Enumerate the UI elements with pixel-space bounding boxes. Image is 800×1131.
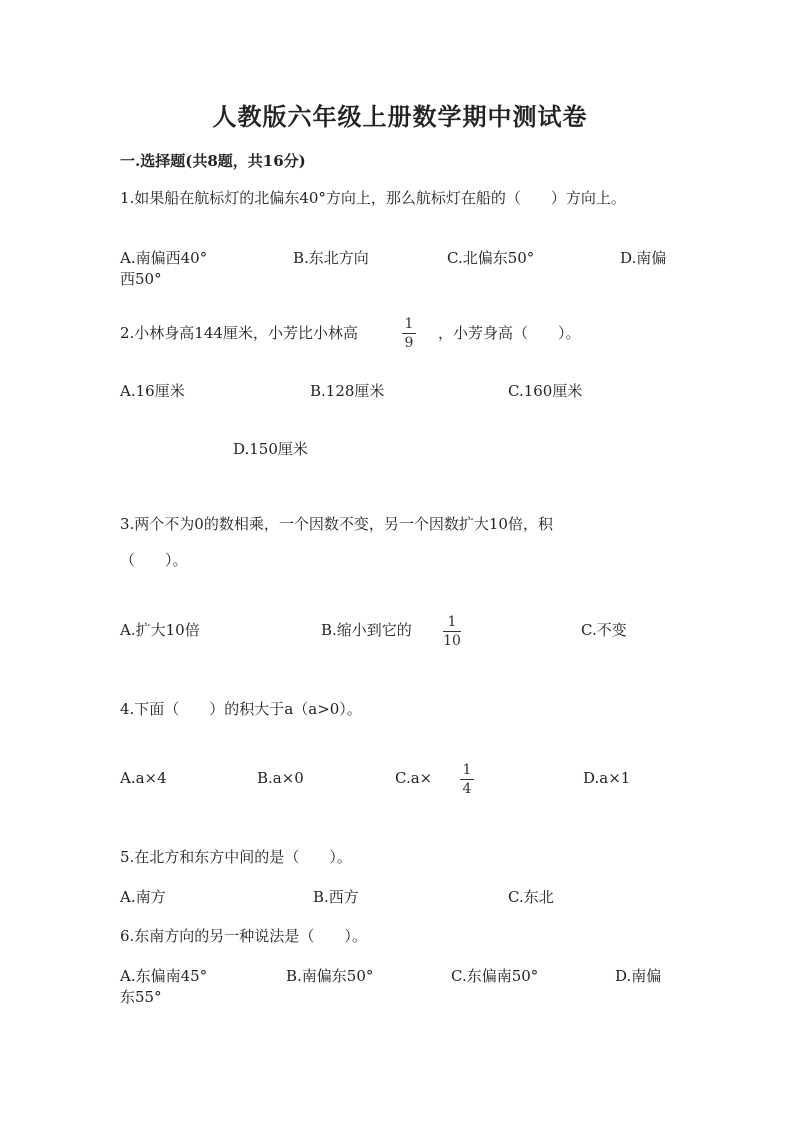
fraction-bar bbox=[443, 631, 461, 632]
section-heading: 一.选择题(共8题，共16分) bbox=[120, 152, 306, 170]
fraction-denominator: 4 bbox=[462, 781, 472, 797]
question-2-stem-start: 2.小林身高144厘米，小芳比小林高 bbox=[120, 324, 358, 342]
fraction-numerator: 1 bbox=[404, 316, 414, 332]
question-5-option-c: C.东北 bbox=[508, 888, 554, 906]
question-6-stem: 6.东南方向的另一种说法是（ ）。 bbox=[120, 927, 367, 945]
question-6-option-c: C.东偏南50° bbox=[451, 967, 539, 985]
question-3-stem: 3.两个不为0的数相乘，一个因数不变，另一个因数扩大10倍，积 bbox=[120, 515, 553, 533]
fraction-denominator: 9 bbox=[404, 335, 414, 351]
fraction-numerator: 1 bbox=[462, 762, 472, 778]
question-2-fraction bbox=[402, 316, 416, 351]
fraction-bar bbox=[402, 333, 416, 334]
question-2-option-a: A.16厘米 bbox=[120, 382, 185, 400]
question-1-option-d-continued: 西50° bbox=[120, 270, 162, 288]
question-3-option-c: C.不变 bbox=[581, 621, 627, 639]
question-4-fraction bbox=[460, 762, 474, 797]
question-6-option-b: B.南偏东50° bbox=[286, 967, 374, 985]
question-1-option-a: A.南偏西40° bbox=[120, 249, 208, 267]
question-1-stem: 1.如果船在航标灯的北偏东40°方向上，那么航标灯在船的（ ）方向上。 bbox=[120, 189, 626, 207]
question-3-stem-line2: （ ）。 bbox=[120, 551, 188, 569]
question-1-option-c: C.北偏东50° bbox=[447, 249, 535, 267]
question-4-option-b: B.a×0 bbox=[257, 769, 304, 787]
fraction-bar bbox=[460, 779, 474, 780]
question-2-option-d: D.150厘米 bbox=[233, 440, 308, 458]
question-1-option-d: D.南偏 bbox=[620, 249, 667, 267]
question-2-option-b: B.128厘米 bbox=[310, 382, 385, 400]
question-6-option-d-continued: 东55° bbox=[120, 988, 162, 1006]
page-title: 人教版六年级上册数学期中测试卷 bbox=[212, 102, 588, 131]
question-4-option-d: D.a×1 bbox=[583, 769, 631, 787]
question-3-option-b: B.缩小到它的 bbox=[321, 621, 412, 639]
question-5-option-b: B.西方 bbox=[313, 888, 359, 906]
question-4-stem: 4.下面（ ）的积大于a（a>0）。 bbox=[120, 700, 362, 718]
question-6-option-a: A.东偏南45° bbox=[120, 967, 208, 985]
question-2-option-c: C.160厘米 bbox=[508, 382, 583, 400]
fraction-denominator: 10 bbox=[443, 633, 461, 649]
question-3-option-a: A.扩大10倍 bbox=[120, 621, 200, 639]
question-4-option-a: A.a×4 bbox=[120, 769, 167, 787]
fraction-numerator: 1 bbox=[447, 614, 457, 630]
question-4-option-c: C.a× bbox=[395, 769, 433, 787]
question-6-option-d: D.南偏 bbox=[615, 967, 662, 985]
question-3-fraction bbox=[443, 614, 461, 649]
question-5-option-a: A.南方 bbox=[120, 888, 166, 906]
question-5-stem: 5.在北方和东方中间的是（ ）。 bbox=[120, 848, 352, 866]
question-1-option-b: B.东北方向 bbox=[293, 249, 369, 267]
question-2-stem-end: ，小芳身高（ ）。 bbox=[438, 324, 581, 342]
